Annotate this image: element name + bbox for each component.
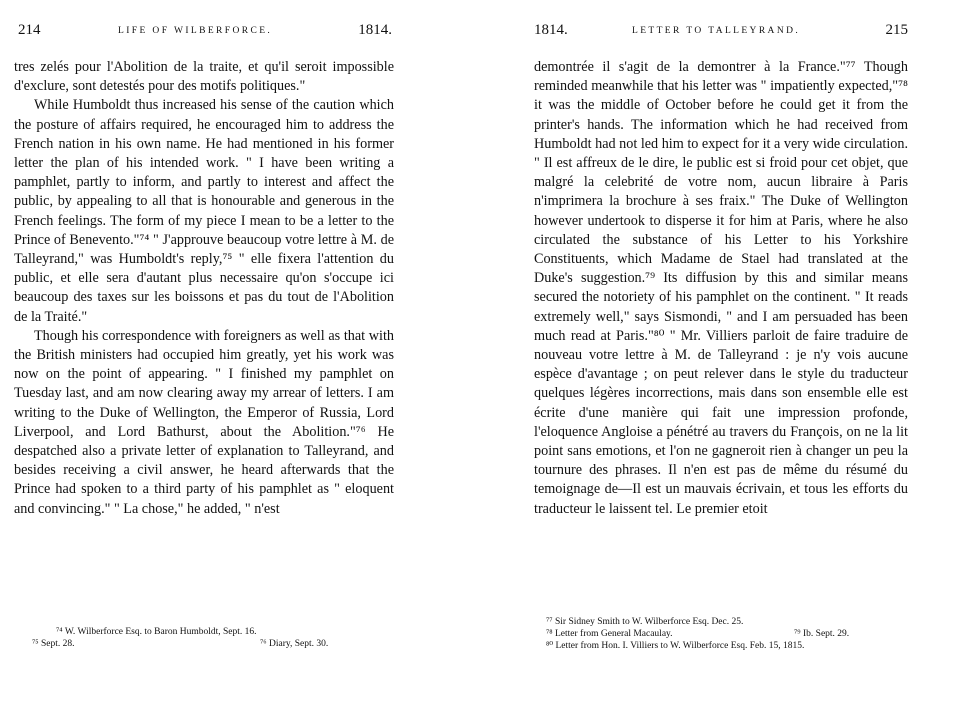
- left-paragraph-3: Though his correspondence with foreigners as well as that with the British ministers had occupied him greatly, yet his work was now on the point of appearing. " I finished my pamphlet on Tuesday last, and am now clearing away my arrear of letters. I am writing to the Duke of Wellington, the Emperor of Russia, Lord Liverpool, and Lord Bathurst, about the Abolition."⁷⁶ He despatched also a private letter of explanation to Talleyrand, and besides receiving a civil answer, he heard afterwards that the Prince had spoken to a third party of his pamphlet as " eloquent and convincing." " La chose," he added, " n'est: [14, 327, 394, 517]
- right-running-head: LETTER TO TALLEYRAND.: [632, 26, 801, 36]
- left-paragraph-2: While Humboldt thus increased his sense of the caution which the posture of affairs required, he encouraged him to address the French nation in his own name. He had mentioned in his former letter the plan of his intended work. " I have been writing a pamphlet, partly to inform, and partly to interest and affect the public, by appealing to all that is honourable and generous in the French feelings. The form of my piece I mean to be a letter to the Prince of Benevento."⁷⁴ " J'approuve beaucoup votre lettre à M. de Talleyrand," was Humboldt's reply,⁷⁵ " elle fixera l'attention du public, et elle sera d'autant plus necessaire qu'on s'occupe ici beaucoup des taxes sur les boissons et pas du tout de l'Abolition de la Traité.": [14, 97, 394, 325]
- left-page-year: 1814.: [358, 22, 392, 38]
- right-footnote-row: [534, 640, 908, 652]
- left-paragraph-1: tres zelés pour l'Abolition de la traite, et qu'il seroit impossible d'exclure, sont detestés pour des motifs politiques.": [14, 59, 394, 95]
- right-footnote-row: [534, 616, 908, 628]
- left-page-number: 214: [18, 22, 41, 38]
- right-footnote-row: [534, 628, 908, 640]
- footnote-76: ⁷⁶ Diary, Sept. 30.: [260, 639, 329, 649]
- left-running-head: LIFE OF WILBERFORCE.: [118, 26, 273, 36]
- left-page-header: [14, 22, 394, 42]
- footnote-75: ⁷⁵ Sept. 28.: [32, 639, 75, 649]
- left-footnote-row: [14, 638, 394, 650]
- left-footnotes: [14, 626, 394, 650]
- right-footnotes: [534, 616, 908, 652]
- left-page: [14, 0, 394, 649]
- footnote-77: ⁷⁷ Sir Sidney Smith to W. Wilberforce Esq. Dec. 25.: [546, 617, 744, 627]
- right-page-year: 1814.: [534, 22, 568, 38]
- right-page: [534, 0, 908, 651]
- left-page-body: [14, 58, 394, 519]
- right-page-header: [534, 22, 908, 42]
- footnote-78: ⁷⁸ Letter from General Macaulay.: [546, 629, 673, 639]
- right-page-number: 215: [885, 22, 908, 38]
- right-page-body: [534, 58, 908, 519]
- right-paragraph-1: demontrée il s'agit de la demontrer à la France."⁷⁷ Though reminded meanwhile that his letter was " impatiently expected,"⁷⁸ it was the middle of October before he could get it from the printer's hands. The information which he had received from Humboldt had not led him to expect for it a very wide circulation. " Il est affreux de le dire, le public est si froid pour cet objet, que malgré la celebrité de votre nom, aucun libraire à Paris n'imprimera la brochure à ses fraix." The Duke of Wellington however undertook to disperse it for him at Paris, where he also circulated the substance of his Letter to his Yorkshire Constituents, which Madame de Stael had translated at the Duke's suggestion.⁷⁹ Its diffusion by this and similar means secured the notoriety of his pamphlet on the continent. " It reads extremely well," says Sismondi, " and I am persuaded has been much read at Paris."⁸⁰ " Mr. Villiers parloit de faire traduire de nouveau votre lettre à M. de Talleyrand : je n'y vois aucune espèce d'avantage ; on peut relever dans le style du traducteur quelques légères incorrections, mais dans son ensemble elle est écrite d'une manière qui fait une impression profonde, l'eloquence Angloise a pénétré au travers du François, on ne la lit point sans emotions, et l'on ne gagneroit rien à changer un peu la tournure des phrases. Il n'en est pas de même du résumé du temoignage de—Il est un mauvais écrivain, et tous les efforts du traducteur le laissent tel. Le premier etoit: [534, 59, 908, 517]
- footnote-80: ⁸⁰ Letter from Hon. I. Villiers to W. Wilberforce Esq. Feb. 15, 1815.: [546, 641, 805, 651]
- left-footnote-row: [14, 626, 394, 638]
- footnote-74: ⁷⁴ W. Wilberforce Esq. to Baron Humboldt, Sept. 16.: [56, 627, 257, 637]
- footnote-79: ⁷⁹ Ib. Sept. 29.: [794, 629, 850, 639]
